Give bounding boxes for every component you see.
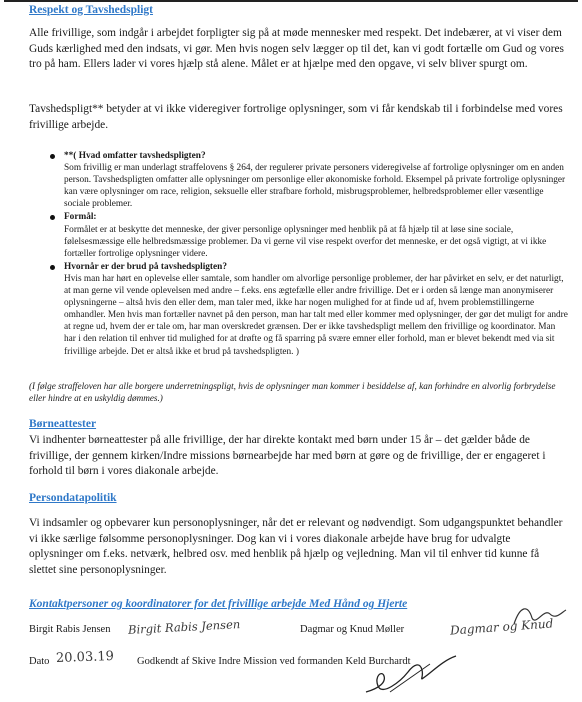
footnote: (I følge straffeloven har alle borgere underretningspligt, hvis de oplysninger man kommer i besiddelse af, kan forhindre en alvorlig forbrydelse eller hindre at en uskyldig dømmes.): [29, 381, 556, 403]
bullet-text: Hvis man har hørt en oplevelse eller samtale, som handler om alvorlige personlige problemer, der har påvirket en selv, er det naturligt, at man gerne vil vende oplevelsen med andre – f.eks. ens ægtefælle eller andre frivillige. Det er i orden så længe man anonymiserer oplysningerne – altså hvis den eller dem, man taler med, ikke har nogen mulighed for at finde ud af, hvem problemstillingerne omhandler. Men hvis man fortæller navnet på den person, man har talt med eller kommer med oplysninger, der gør det muligt for andre at regne ud, hvem der er tale om, har man overskredet grænsen. Der er ikke tavshedspligt mellem den frivillige og koordinator. Man har i den relation til enhver tid mulighed for at drøfte og få sparring på svære emner eller forhold, man er blevet bekendt med via sit frivillige arbejde. Det er altså ikke et brud på tavshedspligten. ): [64, 273, 568, 357]
heading-persondatapolitik: Persondatapolitik: [29, 492, 117, 504]
signature-person-2: Dagmar og Knud: [449, 616, 554, 638]
heading-boerneattester: Børneattester: [29, 418, 97, 430]
approved-text: Godkendt af Skive Indre Mission ved formanden Keld Burchardt: [137, 656, 411, 667]
bullet-title: Hvornår er der brud på tavshedspligten?: [64, 261, 227, 272]
signature-person-1: Birgit Rabis Jensen: [127, 617, 241, 637]
signature-flourish-2: [510, 600, 570, 630]
paragraph-boerneattester: Vi indhenter børneattester på alle frivillige, der har direkte kontakt med børn under 15 år – det gælder både de frivillige, der gennem kirken/Indre missions børnearbejde har med børn at gøre og de frivillige, der er engageret i forhold til børn i vores diakonale arbejde.: [29, 434, 546, 477]
signature-keld-burchardt: [360, 652, 460, 698]
contact-person-2: Dagmar og Knud Møller: [300, 624, 405, 635]
contact-person-1: Birgit Rabis Jensen: [29, 624, 111, 635]
bullet-text: Som frivillig er man underlagt straffelovens § 264, der regulerer private personers videregivelse af fortrolige oplysninger om en anden person. Tavshedspligten omfatter alle oplysninger om personlige eller økonomiske forhold. Eksempel på private fortrolige oplysninger kan være oplysninger om race, religion, seksuelle eller strafbare forhold, misbrugsproblemer, helbredsproblemer eller væsentlige sociale problemer.: [64, 163, 566, 210]
heading-kontaktpersoner: Kontaktpersoner og koordinatorer for det frivillige arbejde Med Hånd og Hjerte: [29, 598, 408, 610]
paragraph-respekt: Alle frivillige, som indgår i arbejdet forpligter sig på at møde mennesker med respekt. Det indebærer, at vi viser dem Guds kærlighed med den indsats, vi gør. Men hvis nogen selv lægger op til det, kan vi godt fortælle om Gud og vores tro på ham. Ellers lader vi vores hjælp stå alene. Målet er at hjælpe med den opgave, vi selv bliver spurgt om.: [29, 27, 564, 70]
bullet-dot-icon: [50, 265, 55, 270]
bullet-title: Formål:: [64, 212, 97, 223]
bullet-text: Formålet er at beskytte det menneske, der giver personlige oplysninger med henblik på at få hjælp til at løse sine sociale, følelsesmæssige elle helbredsmæssige problemer. Da vi gerne vil vise respekt overfor det menneske, er det også vigtigt, at vi ikke fortæller fortrolige oplysninger videre.: [64, 224, 547, 259]
bullet-dot-icon: [50, 154, 55, 159]
bullet-dot-icon: [50, 215, 55, 220]
bullet-item: [48, 211, 568, 259]
bullet-list: [48, 150, 568, 359]
paragraph-tavshedspligt: Tavshedspligt** betyder at vi ikke videregiver fortrolige oplysninger, som vi får kendskab til i forbindelse med vores frivillige arbejde.: [29, 103, 563, 131]
heading-respekt: Respekt og Tavshedspligt: [29, 4, 153, 16]
bullet-item: [48, 150, 568, 210]
date-label: Dato: [29, 656, 50, 667]
paragraph-persondatapolitik: Vi indsamler og opbevarer kun personoplysninger, når det er relevant og nødvendigt. Som udgangspunktet behandler vi ikke særlige følsomme personoplysninger. Dog kan vi i vores diakonale arbejde have brug for udvalgte oplysninger om f.eks. netværk, helbred osv. med henblik på hjælp og vejledning. Man vil til enhver tid kunne få slettet sine personoplysninger.: [29, 517, 563, 576]
top-border: [4, 0, 578, 2]
bullet-item: [48, 261, 568, 358]
bullet-title: **( Hvad omfatter tavshedspligten?: [64, 151, 206, 161]
date-value: 20.03.19: [55, 648, 115, 667]
